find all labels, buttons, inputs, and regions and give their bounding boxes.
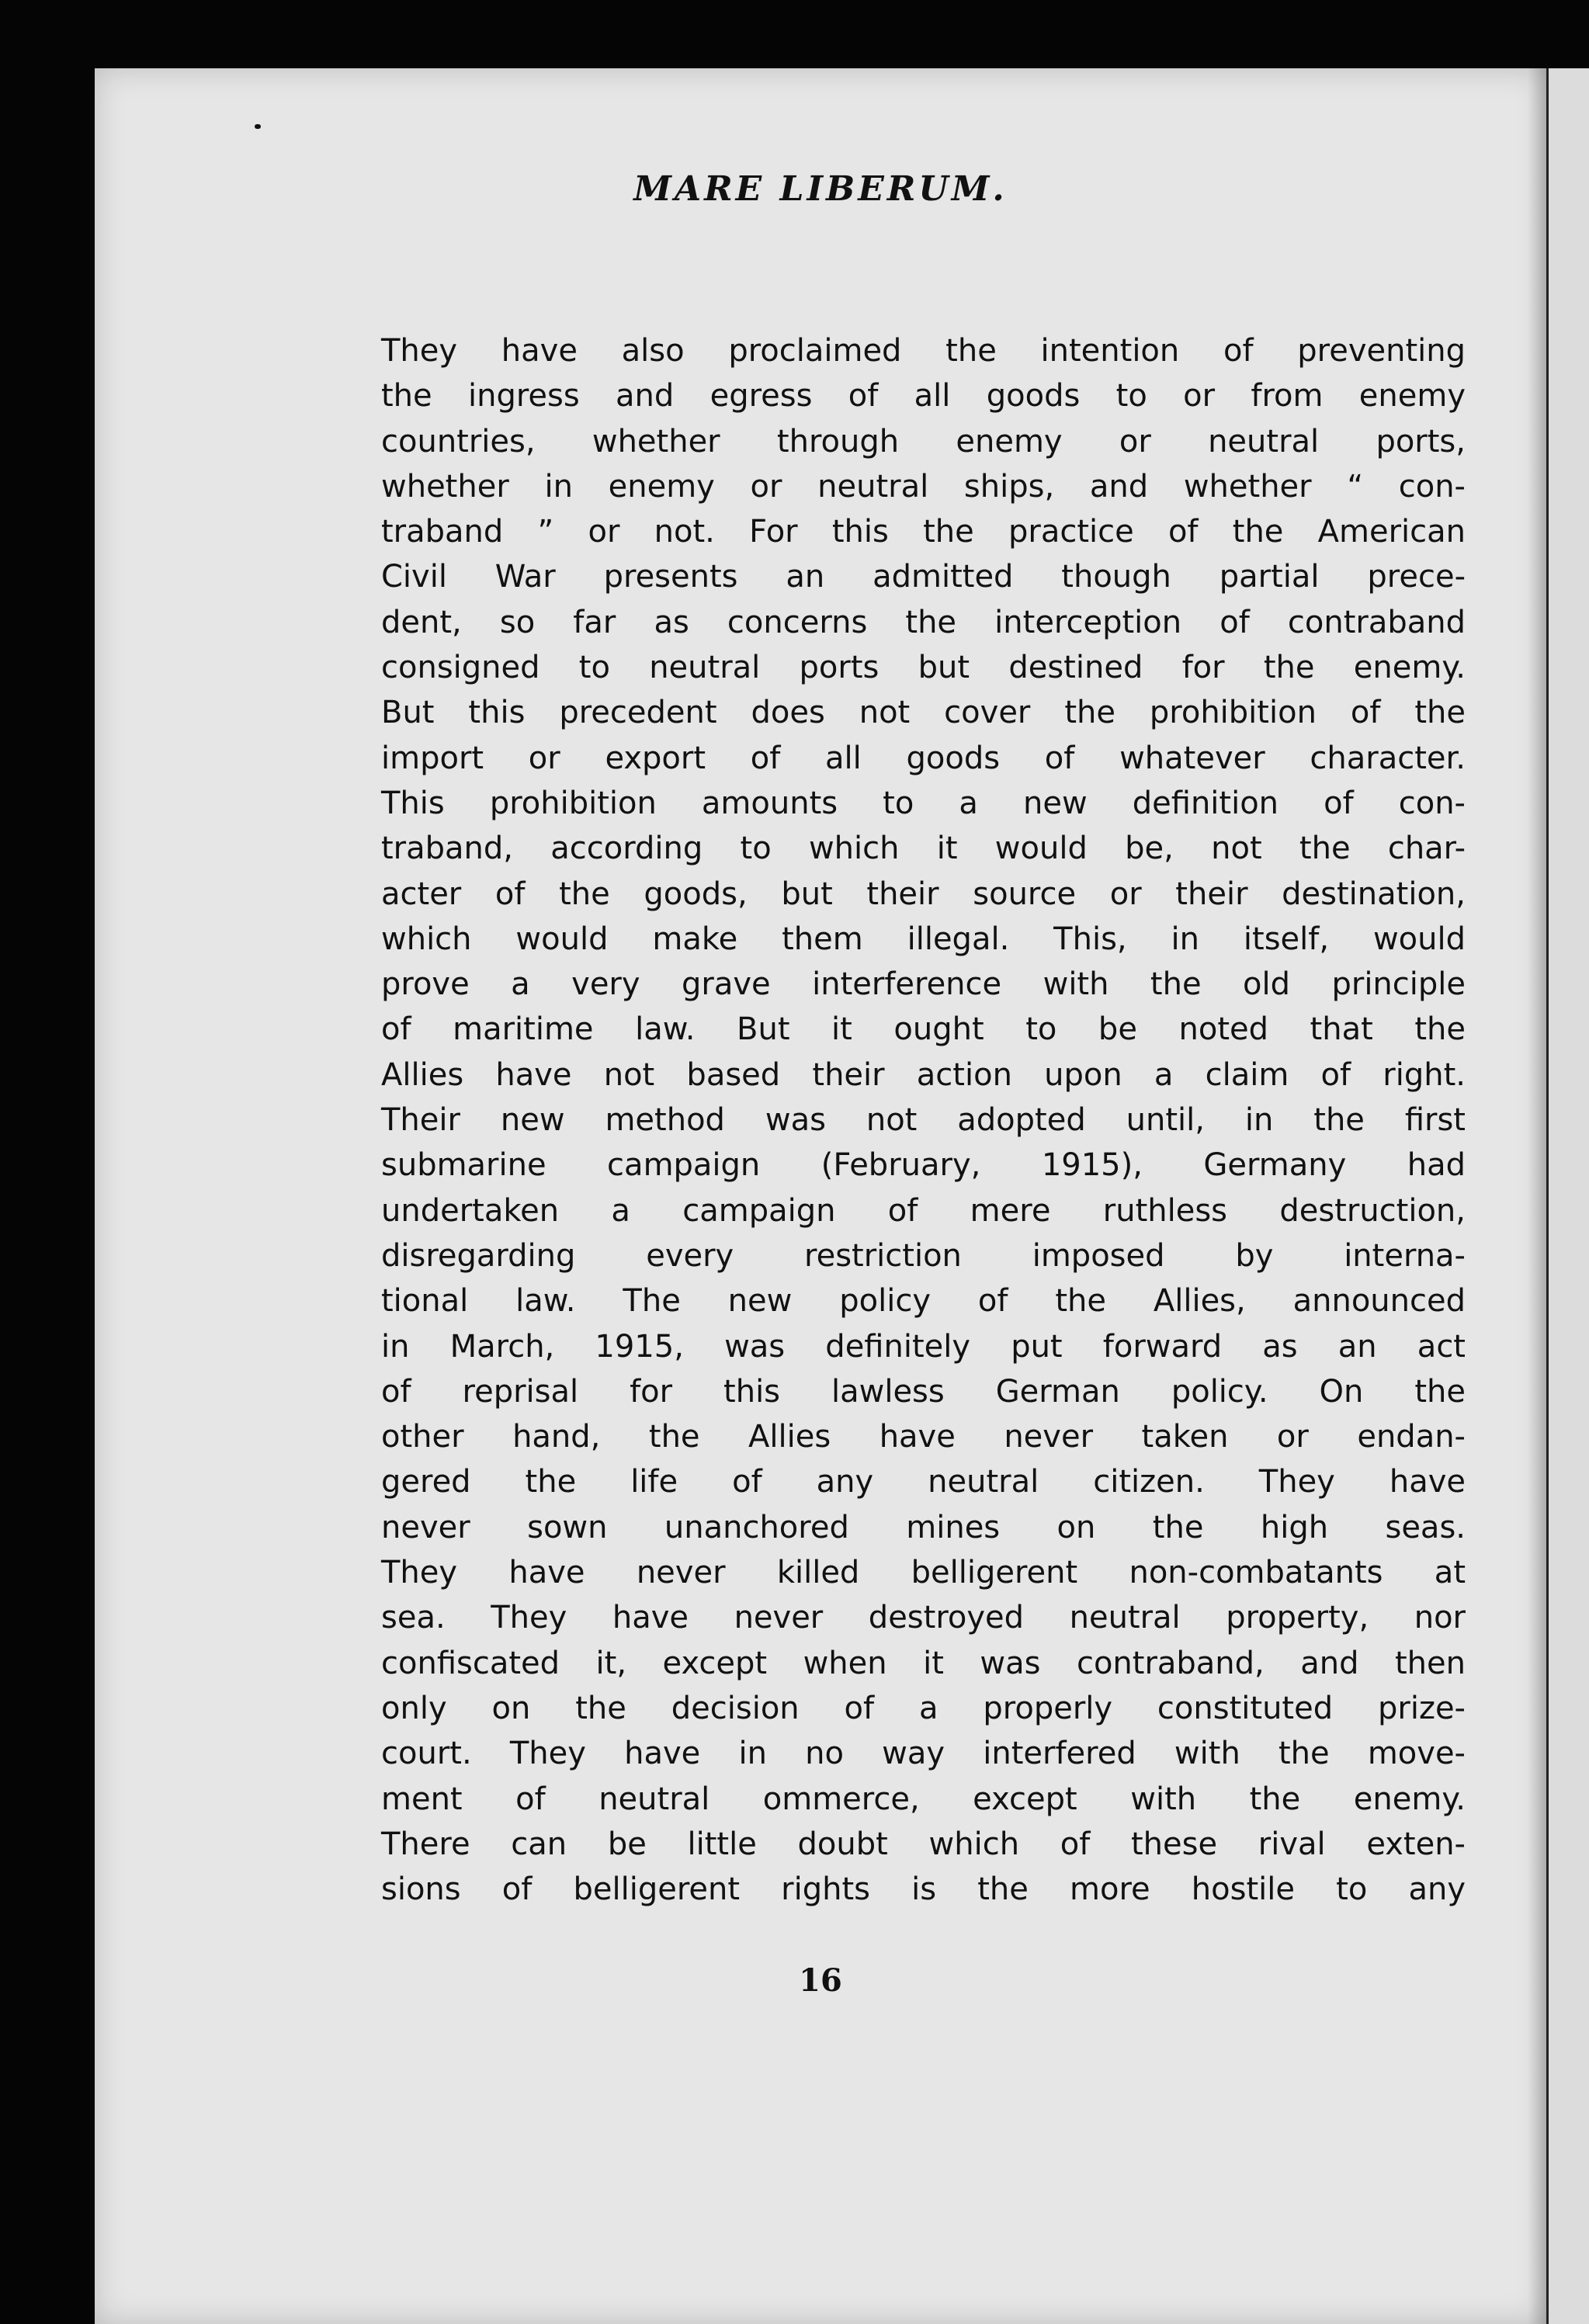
book-page xyxy=(95,68,1546,2324)
text-line: countries, whether through enemy or neutral ports, xyxy=(381,423,1466,460)
text-line: This prohibition amounts to a new definition of con- xyxy=(381,785,1466,821)
body-text xyxy=(381,328,1466,1912)
text-line: submarine campaign (February, 1915), Germany had xyxy=(381,1147,1466,1184)
text-line: Civil War presents an admitted though partial prece- xyxy=(381,559,1466,595)
text-line: undertaken a campaign of mere ruthless destruction, xyxy=(381,1192,1466,1229)
ink-speck xyxy=(255,124,261,129)
adjacent-page-edge xyxy=(1546,68,1589,2324)
text-line: gered the life of any neutral citizen. They have xyxy=(381,1464,1466,1500)
text-line: of reprisal for this lawless German policy. On the xyxy=(381,1373,1466,1410)
text-line: They have never killed belligerent non-combatants at xyxy=(381,1555,1466,1591)
text-line: consigned to neutral ports but destined for the enemy. xyxy=(381,650,1466,686)
running-head: MARE LIBERUM. xyxy=(633,169,1008,209)
text-line: import or export of all goods of whatever character. xyxy=(381,740,1466,776)
text-line: only on the decision of a properly constituted prize- xyxy=(381,1690,1466,1726)
text-line: They have also proclaimed the intention of preventing xyxy=(381,333,1466,369)
text-line: traband, according to which it would be, not the char- xyxy=(381,831,1466,867)
text-line: in March, 1915, was definitely put forward as an act xyxy=(381,1328,1466,1365)
text-line: Allies have not based their action upon a claim of right. xyxy=(381,1056,1466,1093)
text-line: acter of the goods, but their source or their destination, xyxy=(381,876,1466,912)
text-line: ment of neutral ommerce, except with the enemy. xyxy=(381,1781,1466,1817)
text-line: disregarding every restriction imposed by interna- xyxy=(381,1237,1466,1274)
text-line: sea. They have never destroyed neutral property, nor xyxy=(381,1600,1466,1636)
text-line: tional law. The new policy of the Allies, announced xyxy=(381,1283,1466,1320)
text-line: There can be little doubt which of these rival exten- xyxy=(381,1826,1466,1862)
text-line: Their new method was not adopted until, in the first xyxy=(381,1102,1466,1139)
text-line: the ingress and egress of all goods to or from enemy xyxy=(381,378,1466,415)
text-line: traband ” or not. For this the practice of the American xyxy=(381,514,1466,550)
text-line: of maritime law. But it ought to be noted that the xyxy=(381,1011,1466,1048)
text-line: never sown unanchored mines on the high seas. xyxy=(381,1509,1466,1545)
text-line: whether in enemy or neutral ships, and whether “ con- xyxy=(381,468,1466,505)
text-line: dent, so far as concerns the interception of contraband xyxy=(381,604,1466,640)
text-line: which would make them illegal. This, in itself, would xyxy=(381,921,1466,957)
text-line: prove a very grave interference with the old principle xyxy=(381,966,1466,1003)
text-line: court. They have in no way interfered with the move- xyxy=(381,1736,1466,1772)
text-line: But this precedent does not cover the prohibition of the xyxy=(381,695,1466,731)
page-number: 16 xyxy=(799,1962,842,1999)
text-line: confiscated it, except when it was contraband, and then xyxy=(381,1645,1466,1681)
text-line: other hand, the Allies have never taken or endan- xyxy=(381,1419,1466,1455)
text-line: sions of belligerent rights is the more hostile to any xyxy=(381,1871,1466,1908)
